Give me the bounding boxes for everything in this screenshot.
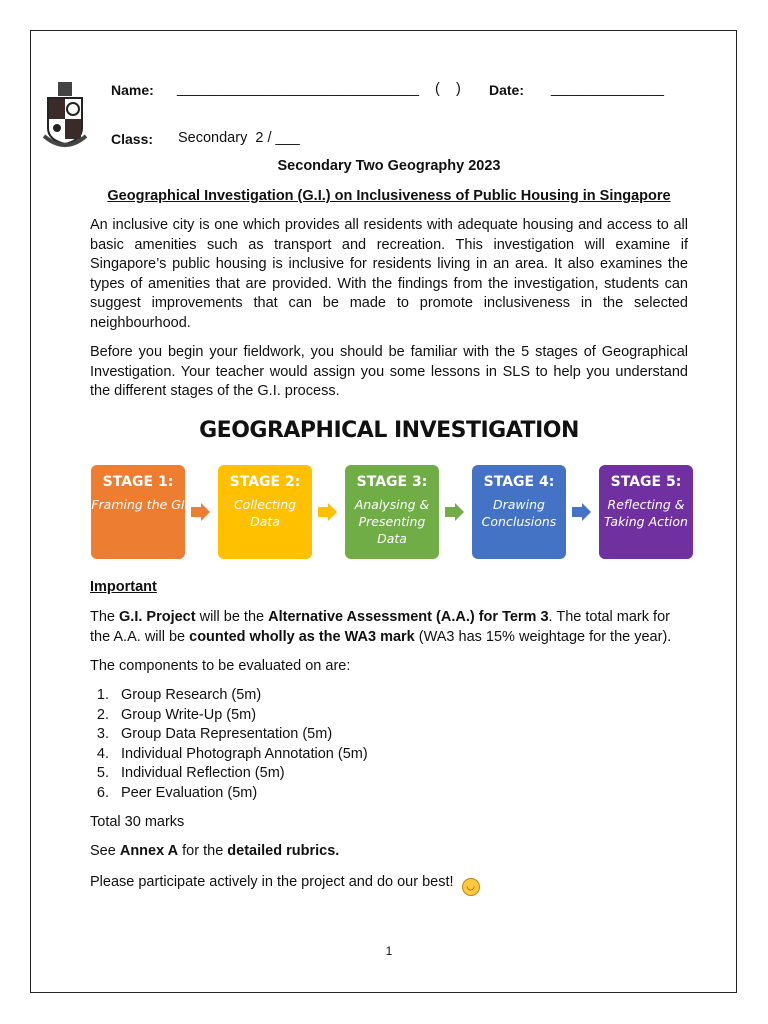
text: will be the	[195, 609, 269, 625]
text: . The total mark for the A.A. will be	[90, 609, 670, 645]
component-item: 1. Group Research (5m)	[113, 686, 368, 706]
assessment-paragraph	[90, 608, 688, 647]
text: (WA3 has 15% weightage for the year).	[414, 628, 672, 645]
annex-link: Annex A	[119, 843, 179, 859]
document-subtitle: Geographical Investigation (G.I.) on Inclusiveness of Public Housing in Singapore	[107, 188, 671, 204]
stage-heading: STAGE 2:	[229, 474, 301, 490]
annex-note	[90, 842, 339, 862]
date-field[interactable]: ______________	[551, 81, 664, 97]
document-title: Secondary Two Geography 2023	[277, 158, 501, 174]
text: for the	[178, 843, 228, 859]
component-item: 3. Group Data Representation (5m)	[113, 725, 368, 745]
stage-2-box	[218, 465, 312, 559]
text: The	[90, 609, 120, 625]
page-number: 1	[385, 944, 393, 958]
components-list	[90, 686, 368, 804]
component-item: 5. Individual Reflection (5m)	[113, 764, 368, 784]
stage-heading: STAGE 1:	[102, 474, 174, 490]
text-bold: G.I. Project	[119, 609, 196, 625]
component-item: 4. Individual Photograph Annotation (5m)	[113, 745, 368, 765]
name-field[interactable]: ______________________________	[177, 81, 419, 97]
text-bold: detailed rubrics.	[227, 843, 340, 859]
stage-description: Drawing Conclusions	[481, 497, 557, 529]
important-heading: Important	[90, 579, 157, 595]
text-bold: counted wholly as the WA3 mark	[189, 628, 415, 645]
stage-heading: STAGE 5:	[610, 474, 682, 490]
closing-text: Please participate actively in the project and do our best!	[90, 874, 454, 890]
text: See	[90, 843, 120, 859]
class-label: Class:	[111, 131, 154, 147]
diagram-title: GEOGRAPHICAL INVESTIGATION	[199, 418, 579, 443]
component-item: 6. Peer Evaluation (5m)	[113, 784, 368, 804]
stage-heading: STAGE 3:	[356, 474, 428, 490]
smiley-icon: ◡	[462, 878, 480, 896]
stage-description: Framing the GI	[91, 497, 185, 512]
stage-description: Collecting Data	[233, 497, 297, 529]
stage-description: Analysing & Presenting Data	[354, 497, 430, 546]
stage-description: Reflecting & Taking Action	[604, 497, 688, 529]
stage-1-box	[91, 465, 185, 559]
intro-paragraph: An inclusive city is one which provides all residents with adequate housing and access to all basic amenities such as transport and recreation. This investigation will examine if Singapore’s public housing is inclusive for residents living in an area. It also examines the types of amenities that are provided. With the findings from the investigation, students can suggest improvements that can be made to promote inclusiveness in the selected neighbourhood.	[90, 217, 688, 331]
register-number-field[interactable]: ( )	[435, 81, 461, 97]
component-item: 2. Group Write-Up (5m)	[113, 706, 368, 726]
class-field[interactable]: Secondary 2 / ___	[178, 130, 300, 146]
stage-5-box	[599, 465, 693, 559]
closing-line	[90, 873, 480, 896]
components-intro: The components to be evaluated on are:	[90, 658, 351, 674]
school-crest-logo	[42, 80, 88, 150]
stage-3-box	[345, 465, 439, 559]
stage-heading: STAGE 4:	[483, 474, 555, 490]
fieldwork-paragraph: Before you begin your fieldwork, you should be familiar with the 5 stages of Geographical Investigation. Your teacher would assign you some lessons in SLS to help you understand the different stages of the G.I. process.	[90, 344, 688, 400]
stage-4-box	[472, 465, 566, 559]
name-label: Name:	[111, 82, 154, 98]
text-bold: Alternative Assessment (A.A.) for Term 3	[268, 609, 549, 625]
total-marks: Total 30 marks	[90, 814, 185, 830]
date-label: Date:	[489, 82, 525, 98]
